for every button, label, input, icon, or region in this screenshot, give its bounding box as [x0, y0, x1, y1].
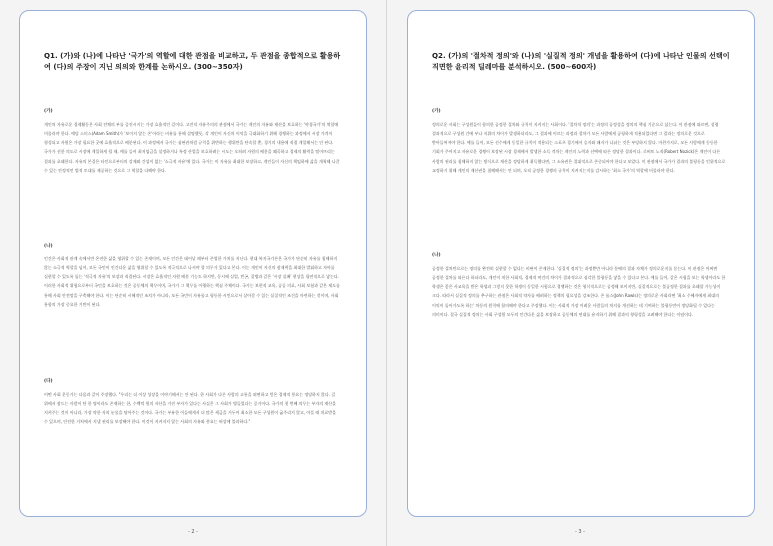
- page-frame: [407, 10, 755, 517]
- page-3: [387, 0, 773, 546]
- question-title: Q2. (가)의 '절차적 정의'와 (나)의 '실질적 정의' 개념을 활용하여 (다)에 나타난 인물의 선택이 직면한 윤리적 딜레마를 분석하시오. (500~600자): [432, 51, 730, 71]
- section-label: (나): [432, 253, 441, 258]
- page-frame: [19, 10, 367, 517]
- section-text: 어떤 사회 운동가는 다음과 같이 주장했다. "우리는 더 이상 성장을 이야기해서는 안 된다. 한 사회가 다른 사람의 고통을 외면하고 얻은 경제적 풍요는 정당하지 않다. 길 위에서 잠드는 사람이 단 한 명이라도 존재하는 한, 수백억 원의 자산을 가진 부자가 있다는 사실은 그 사회가 병들었다는 증거이다. 국가의 첫 번째 의무는 부자의 재산을 지켜주는 것이 아니라, 가장 약한 자의 눈물을 닦아주는 것이다. 국가는 부유한 이들에게서 더 많은 세금을 거두어 최소한 모든 구성원이 굶주리지 않고, 아플 때 치료받을 수 있으며, 안전한 거처에서 지낼 권리를 보장해야 한다. 이것이 지켜지지 않는 사회의 자유와 풍요는 허상에 불과하다.": [44, 392, 336, 425]
- page-number: - 3 -: [575, 529, 585, 535]
- page-number: - 2 -: [188, 529, 198, 535]
- page-2: [0, 0, 386, 546]
- section-text: 공정한 절차만으로는 정의를 완전히 실현할 수 없다는 비판이 존재한다. '실질적 정의'는 과정뿐만 아니라 분배의 결과 자체가 정의로운지를 묻는다. 이 관점은 어쩌면 공정한 절차를 따른다 하더라도, 개인이 처한 사회적, 경제적 여건의 차이가 결과적으로 심각한 불평등을 낳을 수 있다고 본다. 예를 들어, 같은 시험을 보는 학생이라도 한 학생은 좋은 사교육을 받은 학생과 그렇지 못한 학생이 동일한 시험으로 경쟁하는 것은 형식적으로는 공정해 보이지만, 실질적으로는 불공정한 결과를 초래할 가능성이 크다. 따라서 실질적 정의를 추구하는 관점은 사회적 약자를 배려하는 정책의 필요성을 강조한다. 존 롤스(John Rawls)는 정의로운 사회라면 '최소 수혜자에게 최대의 이익이 돌아가도록 하는' 차등의 원칙에 합의해야 한다고 주장했다. 이는 사회적 가장 어려운 사람들의 처지를 개선하는 데 기여하는 불평등만이 정당화될 수 있다는 의미이다. 결국 실질적 정의는 사회 구성원 모두의 인간다운 삶을 보장하고 공동체의 연대를 유지하기 위해 결과의 형평성을 고려해야 한다는 이념이다.: [432, 266, 726, 317]
- section-text: 인간은 사회적 관계 속에서만 온전한 삶을 영위할 수 있는 존재이며, 모든 인간은 태어날 때부터 존엄한 가치를 지닌다. 현대 복지국가론은 국가가 단순히 자유를 침해하지 않는 소극적 역할을 넘어, 모든 국민이 인간다운 삶을 영위할 수 있도록 적극적으로 나서야 할 의무가 있다고 본다. 이는 개인이 자신의 잠재력을 최대한 발휘하고 자아를 실현할 수 있도록 돕는 '적극적 자유'의 보장과 직결된다. 시장은 효율적인 자원 배분 기능도 하지만, 동시에 실업, 빈곤, 질병과 같은 '시장 실패' 현상을 필연적으로 낳는다. 이러한 사회적 위험으로부터 국민을 보호하는 것은 공동체의 책무이며, 국가가 그 책무를 이행하는 핵심 주체이다. 국가는 보편적 교육, 공공 의료, 사회 보험과 같은 제도를 통해 사회 안전망을 구축해야 한다. 이는 단순히 시혜적인 조치가 아니라, 모든 국민이 자유롭고 평등한 시민으로서 살아갈 수 있는 실질적인 조건을 마련하는 것이며, 사회 통합의 가장 중요한 기반이 된다.: [44, 256, 340, 307]
- question-title: Q1. (가)와 (나)에 나타난 '국가'의 역할에 대한 관점을 비교하고, 두 관점을 종합적으로 활용하여 (다)의 주장이 지닌 의의와 한계를 논하시오. (300~350자): [44, 51, 341, 71]
- section-label: (나): [44, 244, 53, 249]
- section-label: (가): [432, 109, 441, 114]
- section-text: 정의로운 사회는 구성원들이 합의한 공정한 절차와 규칙이 지켜지는 사회이다. '절차적 정의'는 과정의 공정성을 정의의 핵심 기준으로 삼는다. 이 관점에 따르면, 설령 결과적으로 구성원 간에 부나 지위의 차이가 발생하더라도, 그 결과에 이르는 과정과 절차가 모든 사람에게 공평하게 적용되었다면 그 결과는 정의로운 것으로 받아들여져야 한다. 예를 들어, 모든 선수에게 동일한 규칙이 적용되는 스포츠 경기에서 승자와 패자가 나뉘는 것은 부당하지 않다. 마찬가지로, 모든 사람에게 동등한 기회가 주어지고 자유로운 경쟁이 보장된 시장 경제에서 발생한 소득 격차는 개인의 노력과 선택에 따른 정당한 결과이다. 로버트 노직(Robert Nozick)은 개인이 다른 사람의 권리를 침해하지 않는 방식으로 재산을 정당하게 취득했다면, 그 소유권은 절대적으로 존중되어야 한다고 보았다. 이 관점에서 국가가 결과의 불평등을 인위적으로 교정하기 위해 개인의 재산권을 침해해서는 안 되며, 오직 공정한 경쟁의 규칙이 지켜지는지를 감시하는 '최소 국가'의 역할에 머물러야 한다.: [432, 122, 726, 173]
- section-text: 개인의 자유로운 경제활동은 사회 전체의 부를 증진시키는 가장 효율적인 길이다. 고전적 자유주의의 관점에서 국가는 개인의 자유와 재산을 보호하는 '야경국가'의 역할에 머물러야 한다. 애덤 스미스(Adam Smith)가 '보이지 않는 손'이라는 비유를 통해 설명했듯, 각 개인이 자신의 이익을 극대화하기 위해 경쟁하는 과정에서 시장 가격이 형성되고 자원은 가장 필요한 곳에 효율적으로 배분된다. 이 과정에서 국가는 심판관처럼 규칙을 위반하는 행위만을 단속할 뿐, 경기의 내용에 직접 개입해서는 안 된다. 국가가 선한 의도로 시장에 개입하게 될 때, 예를 들어 최저임금을 설정하거나 특정 산업을 보호하려는 시도는 오히려 자원의 배분을 왜곡하고 경제의 활력을 떨어뜨리는 결과를 초래한다. 자유의 본질은 타인으로부터의 강제와 간섭이 없는 '소극적 자유'에 있다. 국가는 이 자유를 최대한 보장하고, 개인들이 자신의 책임하에 삶을 개척해 나갈 수 있는 안정적인 법적 토대를 제공하는 것으로 그 역할을 다해야 한다.: [44, 122, 340, 173]
- section-label: (가): [44, 109, 53, 114]
- section-label: (다): [44, 379, 53, 384]
